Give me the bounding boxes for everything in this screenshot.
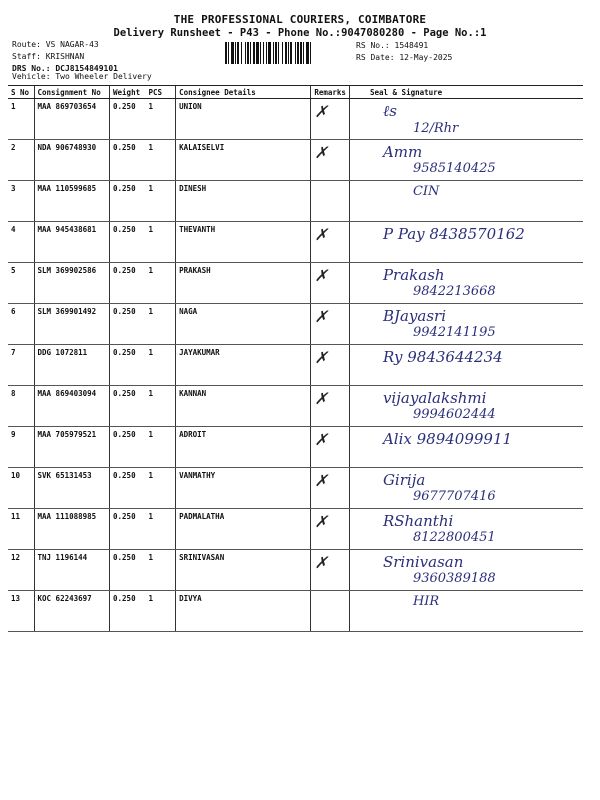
drs-number: DRS No.: DCJ8154849101 [12, 64, 118, 73]
cell-consignment-no-text: NDA 906748930 [37, 143, 97, 152]
cell-remarks [311, 304, 350, 345]
handwritten-signature [353, 266, 580, 299]
cell-sno [8, 550, 34, 591]
cell-sno-text: 12 [11, 553, 21, 562]
table-row [8, 345, 583, 386]
signature-line-1: Srinivasan [382, 553, 464, 571]
cell-weight [110, 304, 146, 345]
cell-pcs-text: 1 [148, 594, 153, 603]
cell-consignee-name-text: NAGA [179, 307, 198, 316]
cell-remarks [311, 263, 350, 304]
cell-weight-text: 0.250 [113, 143, 136, 152]
cell-seal-signature [349, 304, 583, 345]
cell-consignment-no-text: DDG 1072811 [37, 348, 88, 357]
cell-seal-signature [349, 140, 583, 181]
cell-remarks-text: ✗ [314, 348, 328, 367]
cell-sno-text: 7 [11, 348, 16, 357]
cell-sno-text: 8 [11, 389, 16, 398]
cell-weight [110, 181, 146, 222]
cell-weight-text: 0.250 [113, 307, 136, 316]
cell-consignment-no-text: KOC 62243697 [37, 594, 92, 603]
cell-consignee-name [176, 181, 311, 222]
runsheet-table [8, 85, 583, 632]
signature-line-2: 12/Rhr [412, 121, 459, 136]
staff-label: Staff: KRISHNAN [12, 52, 85, 61]
cell-seal-signature [349, 99, 583, 140]
cell-consignment-no [34, 427, 110, 468]
cell-weight [110, 550, 146, 591]
signature-line-1: vijayalakshmi [382, 389, 487, 407]
cell-remarks-text: ✗ [314, 471, 328, 490]
barcode [225, 42, 340, 64]
table-row [8, 550, 583, 591]
cell-consignee-name [176, 427, 311, 468]
cell-seal-signature [349, 386, 583, 427]
signature-line-1: Prakash [382, 266, 445, 284]
cell-consignment-no [34, 386, 110, 427]
rs-date: RS Date: 12-May-2025 [356, 53, 453, 62]
cell-consignee-name [176, 591, 311, 632]
cell-consignment-no [34, 140, 110, 181]
cell-remarks-text: ✗ [314, 143, 328, 162]
cell-pcs [145, 263, 175, 304]
cell-seal-signature [349, 222, 583, 263]
table-row [8, 222, 583, 263]
cell-consignee-name [176, 304, 311, 345]
signature-line-2: 9360389188 [412, 571, 496, 586]
cell-remarks [311, 468, 350, 509]
cell-sno [8, 345, 34, 386]
cell-consignee-name-text: KALAISELVI [179, 143, 225, 152]
col-remarks: Remarks [311, 86, 350, 99]
cell-weight [110, 591, 146, 632]
cell-remarks-text: ✗ [314, 553, 328, 572]
handwritten-signature [353, 184, 580, 199]
cell-consignee-name [176, 140, 311, 181]
table-row [8, 427, 583, 468]
table-row [8, 304, 583, 345]
table-row [8, 591, 583, 632]
cell-pcs [145, 222, 175, 263]
cell-remarks-text: ✗ [314, 389, 328, 408]
cell-remarks-text: ✗ [314, 225, 328, 244]
cell-remarks [311, 222, 350, 263]
cell-sno [8, 509, 34, 550]
cell-weight-text: 0.250 [113, 553, 136, 562]
cell-pcs [145, 386, 175, 427]
cell-consignee-name-text: DIVYA [179, 594, 202, 603]
cell-consignee-name-text: THEVANTH [179, 225, 216, 234]
cell-consignee-name [176, 468, 311, 509]
cell-consignment-no [34, 509, 110, 550]
cell-weight-text: 0.250 [113, 225, 136, 234]
cell-pcs-text: 1 [148, 471, 153, 480]
cell-remarks [311, 386, 350, 427]
cell-consignment-no-text: MAA 111088985 [37, 512, 97, 521]
cell-sno-text: 9 [11, 430, 16, 439]
cell-pcs-text: 1 [148, 143, 153, 152]
handwritten-signature [353, 307, 580, 340]
cell-consignee-name-text: ADROIT [179, 430, 207, 439]
cell-weight-text: 0.250 [113, 184, 136, 193]
signature-line-1: Amm [382, 143, 423, 161]
cell-sno [8, 222, 34, 263]
cell-remarks-text: ✗ [314, 266, 328, 285]
cell-sno [8, 468, 34, 509]
cell-remarks [311, 509, 350, 550]
cell-weight-text: 0.250 [113, 471, 136, 480]
cell-consignee-name [176, 386, 311, 427]
cell-sno-text: 1 [11, 102, 16, 111]
cell-consignment-no [34, 99, 110, 140]
cell-weight-text: 0.250 [113, 594, 136, 603]
cell-consignment-no-text: MAA 869703654 [37, 102, 97, 111]
cell-remarks [311, 140, 350, 181]
cell-consignee-name [176, 345, 311, 386]
cell-consignee-name-text: SRINIVASAN [179, 553, 225, 562]
cell-weight-text: 0.250 [113, 102, 136, 111]
signature-line-1: Ry 9843644234 [382, 348, 503, 366]
cell-sno [8, 140, 34, 181]
table-header-row [8, 86, 583, 99]
cell-seal-signature [349, 181, 583, 222]
cell-seal-signature [349, 263, 583, 304]
document-title: THE PROFESSIONAL COURIERS, COIMBATORE [173, 13, 427, 26]
col-consignment: Consignment No [34, 86, 110, 99]
cell-sno [8, 591, 34, 632]
cell-seal-signature [349, 550, 583, 591]
handwritten-signature [353, 594, 580, 609]
cell-weight-text: 0.250 [113, 512, 136, 521]
signature-line-1: Girija [382, 471, 426, 489]
cell-consignment-no [34, 591, 110, 632]
cell-sno [8, 181, 34, 222]
handwritten-signature [353, 348, 580, 366]
col-seal-signature: Seal & Signature [349, 86, 583, 99]
cell-weight [110, 509, 146, 550]
handwritten-signature [353, 389, 580, 422]
cell-consignee-name [176, 550, 311, 591]
cell-sno-text: 5 [11, 266, 16, 275]
cell-sno [8, 386, 34, 427]
signature-line-1: ℓs [382, 102, 397, 120]
signature-line-2: 9677707416 [412, 489, 496, 504]
table-row [8, 181, 583, 222]
cell-consignment-no-text: MAA 945438681 [37, 225, 97, 234]
cell-pcs-text: 1 [148, 102, 153, 111]
cell-pcs [145, 591, 175, 632]
cell-consignee-name [176, 509, 311, 550]
cell-weight [110, 99, 146, 140]
cell-pcs-text: 1 [148, 512, 153, 521]
cell-consignment-no [34, 181, 110, 222]
cell-pcs-text: 1 [148, 307, 153, 316]
cell-consignment-no-text: MAA 869403094 [37, 389, 97, 398]
cell-remarks [311, 345, 350, 386]
cell-consignee-name-text: VANMATHY [179, 471, 216, 480]
cell-remarks-text: ✗ [314, 512, 328, 531]
rs-number: RS No.: 1548491 [356, 41, 429, 50]
cell-consignment-no [34, 304, 110, 345]
cell-weight-text: 0.250 [113, 389, 136, 398]
handwritten-signature [353, 553, 580, 586]
cell-sno [8, 263, 34, 304]
cell-seal-signature [349, 468, 583, 509]
cell-pcs-text: 1 [148, 184, 153, 193]
cell-sno [8, 304, 34, 345]
cell-pcs [145, 304, 175, 345]
cell-consignment-no-text: SLM 369901492 [37, 307, 97, 316]
vehicle-label: Vehicle: Two Wheeler Delivery [12, 72, 152, 81]
cell-weight [110, 222, 146, 263]
signature-line-2: HIR [412, 594, 440, 609]
cell-weight [110, 468, 146, 509]
cell-sno-text: 2 [11, 143, 16, 152]
cell-consignment-no-text: MAA 705979521 [37, 430, 97, 439]
cell-weight-text: 0.250 [113, 266, 136, 275]
signature-line-2: 8122800451 [412, 530, 496, 545]
table-row [8, 468, 583, 509]
cell-consignee-name [176, 263, 311, 304]
cell-sno-text: 6 [11, 307, 16, 316]
table-row [8, 99, 583, 140]
cell-consignee-name-text: PRAKASH [179, 266, 211, 275]
cell-pcs [145, 427, 175, 468]
cell-consignment-no [34, 222, 110, 263]
signature-line-1: P Pay 8438570162 [382, 225, 525, 243]
cell-consignee-name-text: DINESH [179, 184, 207, 193]
cell-consignment-no-text: TNJ 1196144 [37, 553, 88, 562]
cell-pcs-text: 1 [148, 348, 153, 357]
cell-remarks-text: ✗ [314, 307, 328, 326]
cell-weight [110, 345, 146, 386]
cell-weight [110, 386, 146, 427]
cell-weight [110, 140, 146, 181]
cell-remarks [311, 427, 350, 468]
cell-consignment-no-text: MAA 110599685 [37, 184, 97, 193]
col-sno: S No [8, 86, 34, 99]
cell-remarks [311, 99, 350, 140]
handwritten-signature [353, 143, 580, 176]
cell-weight-text: 0.250 [113, 348, 136, 357]
handwritten-signature [353, 225, 580, 243]
col-pcs: PCS [145, 86, 175, 99]
cell-remarks-text: ✗ [314, 430, 328, 449]
cell-consignment-no [34, 263, 110, 304]
cell-sno-text: 11 [11, 512, 21, 521]
cell-consignee-name [176, 222, 311, 263]
signature-line-2: 9842213668 [412, 284, 496, 299]
cell-consignment-no-text: SVK 65131453 [37, 471, 92, 480]
runsheet-subtitle: Delivery Runsheet - P43 - Phone No.:9047080280 - Page No.:1 [113, 27, 487, 39]
route-label: Route: VS NAGAR-43 [12, 40, 99, 49]
table-row [8, 140, 583, 181]
cell-pcs-text: 1 [148, 266, 153, 275]
cell-consignment-no [34, 345, 110, 386]
cell-pcs-text: 1 [148, 389, 153, 398]
cell-pcs-text: 1 [148, 553, 153, 562]
cell-weight-text: 0.250 [113, 430, 136, 439]
signature-line-1: RShanthi [382, 512, 454, 530]
cell-consignee-name-text: UNION [179, 102, 202, 111]
cell-sno-text: 13 [11, 594, 21, 603]
cell-consignee-name [176, 99, 311, 140]
cell-weight [110, 263, 146, 304]
signature-line-2: CIN [412, 184, 440, 199]
cell-consignee-name-text: JAYAKUMAR [179, 348, 220, 357]
signature-line-2: 9942141195 [412, 325, 496, 340]
cell-pcs [145, 509, 175, 550]
cell-seal-signature [349, 591, 583, 632]
cell-seal-signature [349, 509, 583, 550]
cell-weight [110, 427, 146, 468]
cell-sno-text: 10 [11, 471, 21, 480]
cell-consignment-no [34, 550, 110, 591]
cell-remarks-text: ✗ [314, 102, 328, 121]
cell-pcs-text: 1 [148, 225, 153, 234]
cell-consignment-no [34, 468, 110, 509]
cell-seal-signature [349, 345, 583, 386]
col-weight: Weight [110, 86, 146, 99]
cell-pcs [145, 550, 175, 591]
table-row [8, 263, 583, 304]
handwritten-signature [353, 430, 580, 448]
cell-sno [8, 427, 34, 468]
cell-pcs [145, 468, 175, 509]
cell-pcs [145, 345, 175, 386]
cell-sno-text: 3 [11, 184, 16, 193]
table-row [8, 509, 583, 550]
cell-remarks [311, 181, 350, 222]
col-consignee: Consignee Details [176, 86, 311, 99]
signature-line-2: 9585140425 [412, 161, 496, 176]
cell-remarks [311, 591, 350, 632]
signature-line-1: Alix 9894099911 [382, 430, 513, 448]
cell-pcs [145, 140, 175, 181]
cell-consignee-name-text: KANNAN [179, 389, 207, 398]
cell-sno-text: 4 [11, 225, 16, 234]
table-row [8, 386, 583, 427]
handwritten-signature [353, 512, 580, 545]
handwritten-signature [353, 102, 580, 136]
cell-consignee-name-text: PADMALATHA [179, 512, 225, 521]
handwritten-signature [353, 471, 580, 504]
cell-pcs [145, 99, 175, 140]
cell-remarks [311, 550, 350, 591]
signature-line-1: BJayasri [382, 307, 447, 325]
cell-consignment-no-text: SLM 369902586 [37, 266, 97, 275]
cell-seal-signature [349, 427, 583, 468]
signature-line-2: 9994602444 [412, 407, 496, 422]
cell-pcs-text: 1 [148, 430, 153, 439]
cell-pcs [145, 181, 175, 222]
cell-sno [8, 99, 34, 140]
